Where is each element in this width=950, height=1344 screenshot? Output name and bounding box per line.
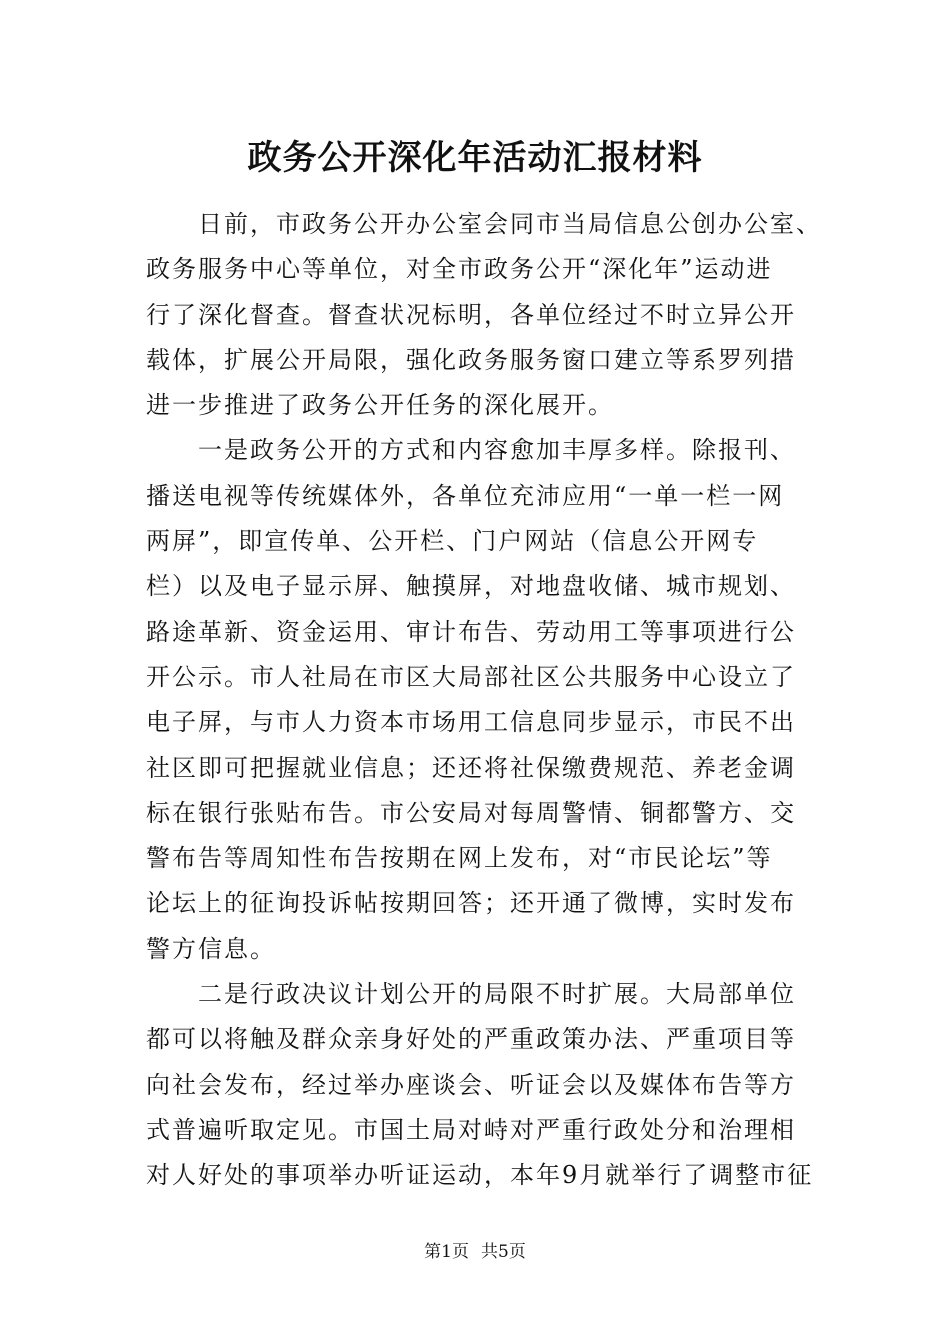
- body-line: 警方信息。: [146, 934, 276, 963]
- body-line: 载体，扩展公开局限，强化政务服务窗口建立等系罗列措: [146, 345, 796, 374]
- body-line: 行了深化督查。督查状况标明，各单位经过不时立异公开: [146, 300, 796, 329]
- body-line: 社区即可把握就业信息；还还将社保缴费规范、养老金调: [146, 753, 796, 782]
- body-line: 开公示。市人社局在市区大局部社区公共服务中心设立了: [146, 662, 796, 691]
- body-line: 警布告等周知性布告按期在网上发布，对“市民论坛”等: [146, 844, 773, 873]
- body-line: 播送电视等传统媒体外，各单位充沛应用“一单一栏一网: [146, 481, 785, 510]
- body-line: 两屏”，即宣传单、公开栏、门户网站（信息公开网专: [146, 527, 759, 556]
- body-line: 栏）以及电子显示屏、触摸屏，对地盘收储、城市规划、: [146, 572, 796, 601]
- body-line: 进一步推进了政务公开任务的深化展开。: [146, 391, 614, 420]
- body-line: 都可以将触及群众亲身好处的严重政策办法、严重项目等: [146, 1025, 796, 1054]
- body-line: 二是行政决议计划公开的局限不时扩展。大局部单位: [146, 980, 796, 1009]
- body-line: 日前，市政务公开办公室会同市当局信息公创办公室、: [146, 210, 822, 238]
- body-line: 路途革新、资金运用、审计布告、劳动用工等事项进行公: [146, 617, 796, 646]
- body-line: 向社会发布，经过举办座谈会、听证会以及媒体布告等方: [146, 1070, 796, 1099]
- body-line: 式普遍听取定见。市国土局对峙对严重行政处分和治理相: [146, 1115, 796, 1144]
- body-line: 标在银行张贴布告。市公安局对每周警情、铜都警方、交: [146, 798, 796, 827]
- page-total: 共5页: [481, 1242, 526, 1262]
- page-number: 第1页: [424, 1242, 469, 1262]
- body-line: 论坛上的征询投诉帖按期回答；还开通了微博，实时发布: [146, 889, 796, 918]
- body-line: 政务服务中心等单位，对全市政务公开“深化年”运动进: [146, 255, 773, 284]
- page-footer: [0, 1238, 950, 1266]
- document-title: 政务公开深化年活动汇报材料: [247, 138, 703, 178]
- body-line: 一是政务公开的方式和内容愈加丰厚多样。除报刊、: [146, 436, 796, 465]
- body-line: 对人好处的事项举办听证运动，本年9月就举行了调整市征: [146, 1161, 814, 1190]
- body-line: 电子屏，与市人力资本市场用工信息同步显示，市民不出: [146, 708, 796, 737]
- document-body: [146, 202, 822, 1199]
